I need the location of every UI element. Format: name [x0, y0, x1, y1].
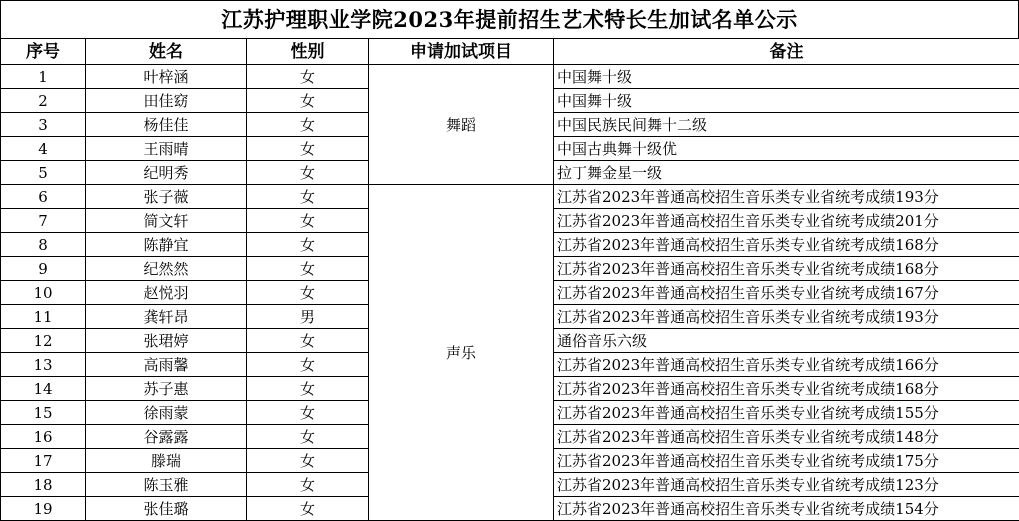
- cell-no: 3: [1, 113, 86, 137]
- cell-name: 苏子惠: [86, 377, 247, 401]
- sheet-title: 江苏护理职业学院2023年提前招生艺术特长生加试名单公示: [0, 0, 1019, 38]
- cell-name: 张珺婷: [86, 329, 247, 353]
- cell-no: 13: [1, 353, 86, 377]
- cell-no: 10: [1, 281, 86, 305]
- cell-gender: 女: [247, 257, 369, 281]
- table-row: [1, 65, 1019, 89]
- cell-note: 中国舞十级: [554, 89, 1019, 113]
- cell-name: 张子薇: [86, 185, 247, 209]
- cell-gender: 女: [247, 473, 369, 497]
- cell-gender: 女: [247, 449, 369, 473]
- header-no: 序号: [1, 39, 86, 65]
- cell-no: 2: [1, 89, 86, 113]
- cell-name: 陈玉雅: [86, 473, 247, 497]
- cell-no: 16: [1, 425, 86, 449]
- header-project: 申请加试项目: [369, 39, 554, 65]
- cell-name: 简文轩: [86, 209, 247, 233]
- cell-name: 龚轩昂: [86, 305, 247, 329]
- cell-note: 江苏省2023年普通高校招生音乐类专业省统考成绩123分: [554, 473, 1019, 497]
- cell-name: 陈静宜: [86, 233, 247, 257]
- header-name: 姓名: [86, 39, 247, 65]
- cell-gender: 女: [247, 137, 369, 161]
- cell-name: 谷露露: [86, 425, 247, 449]
- cell-gender: 女: [247, 281, 369, 305]
- cell-no: 5: [1, 161, 86, 185]
- cell-gender: 女: [247, 401, 369, 425]
- cell-gender: 女: [247, 233, 369, 257]
- cell-gender: 女: [247, 113, 369, 137]
- cell-name: 叶梓涵: [86, 65, 247, 89]
- cell-no: 15: [1, 401, 86, 425]
- header-note: 备注: [554, 39, 1019, 65]
- cell-note: 江苏省2023年普通高校招生音乐类专业省统考成绩193分: [554, 185, 1019, 209]
- cell-gender: 女: [247, 377, 369, 401]
- cell-gender: 女: [247, 209, 369, 233]
- header-gender: 性别: [247, 39, 369, 65]
- cell-note: 中国古典舞十级优: [554, 137, 1019, 161]
- cell-note: 江苏省2023年普通高校招生音乐类专业省统考成绩155分: [554, 401, 1019, 425]
- cell-name: 杨佳佳: [86, 113, 247, 137]
- cell-no: 12: [1, 329, 86, 353]
- cell-gender: 女: [247, 185, 369, 209]
- cell-note: 江苏省2023年普通高校招生音乐类专业省统考成绩154分: [554, 497, 1019, 521]
- cell-note: 江苏省2023年普通高校招生音乐类专业省统考成绩168分: [554, 233, 1019, 257]
- cell-note: 中国民族民间舞十二级: [554, 113, 1019, 137]
- cell-no: 18: [1, 473, 86, 497]
- cell-gender: 女: [247, 161, 369, 185]
- cell-note: 江苏省2023年普通高校招生音乐类专业省统考成绩167分: [554, 281, 1019, 305]
- cell-gender: 女: [247, 329, 369, 353]
- cell-gender: 女: [247, 89, 369, 113]
- cell-no: 11: [1, 305, 86, 329]
- cell-note: 江苏省2023年普通高校招生音乐类专业省统考成绩168分: [554, 257, 1019, 281]
- cell-note: 江苏省2023年普通高校招生音乐类专业省统考成绩201分: [554, 209, 1019, 233]
- cell-no: 17: [1, 449, 86, 473]
- cell-name: 张佳璐: [86, 497, 247, 521]
- cell-name: 纪明秀: [86, 161, 247, 185]
- cell-no: 14: [1, 377, 86, 401]
- candidate-table: [0, 38, 1019, 521]
- cell-gender: 女: [247, 497, 369, 521]
- cell-gender: 男: [247, 305, 369, 329]
- cell-no: 6: [1, 185, 86, 209]
- cell-name: 滕瑞: [86, 449, 247, 473]
- cell-name: 田佳窈: [86, 89, 247, 113]
- table-row: [1, 185, 1019, 209]
- cell-no: 4: [1, 137, 86, 161]
- cell-name: 纪然然: [86, 257, 247, 281]
- cell-note: 拉丁舞金星一级: [554, 161, 1019, 185]
- cell-note: 中国舞十级: [554, 65, 1019, 89]
- cell-gender: 女: [247, 353, 369, 377]
- cell-no: 8: [1, 233, 86, 257]
- cell-no: 1: [1, 65, 86, 89]
- cell-gender: 女: [247, 425, 369, 449]
- cell-note: 江苏省2023年普通高校招生音乐类专业省统考成绩193分: [554, 305, 1019, 329]
- cell-project: 舞蹈: [369, 65, 554, 185]
- cell-no: 19: [1, 497, 86, 521]
- cell-note: 江苏省2023年普通高校招生音乐类专业省统考成绩148分: [554, 425, 1019, 449]
- cell-note: 通俗音乐六级: [554, 329, 1019, 353]
- cell-project: 声乐: [369, 185, 554, 521]
- cell-name: 赵悦羽: [86, 281, 247, 305]
- cell-note: 江苏省2023年普通高校招生音乐类专业省统考成绩168分: [554, 377, 1019, 401]
- cell-note: 江苏省2023年普通高校招生音乐类专业省统考成绩175分: [554, 449, 1019, 473]
- header-row: [1, 39, 1019, 65]
- cell-gender: 女: [247, 65, 369, 89]
- cell-name: 高雨馨: [86, 353, 247, 377]
- cell-name: 徐雨蒙: [86, 401, 247, 425]
- cell-no: 9: [1, 257, 86, 281]
- cell-name: 王雨晴: [86, 137, 247, 161]
- cell-no: 7: [1, 209, 86, 233]
- table-body: [1, 65, 1019, 521]
- cell-note: 江苏省2023年普通高校招生音乐类专业省统考成绩166分: [554, 353, 1019, 377]
